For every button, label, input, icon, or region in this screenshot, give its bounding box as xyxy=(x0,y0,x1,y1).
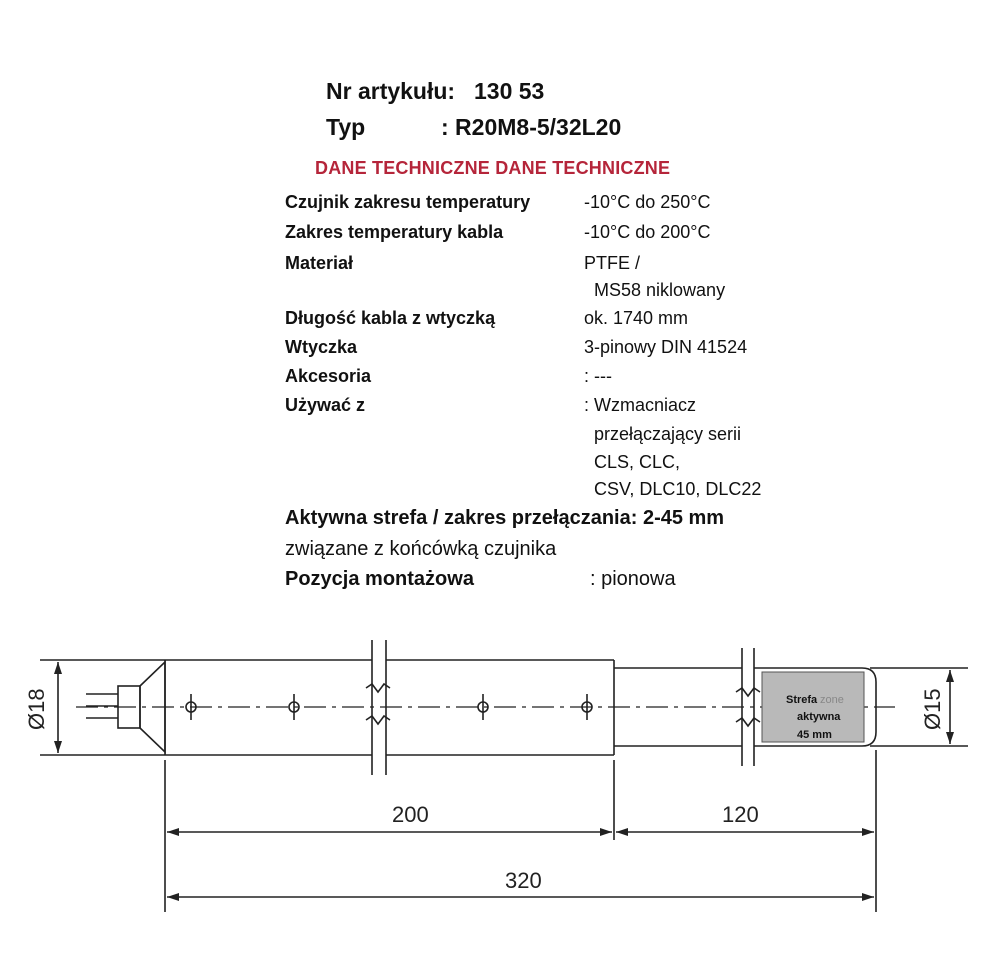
spec-label: Długość kabla z wtyczką xyxy=(285,308,496,328)
dim-arrow xyxy=(616,828,628,836)
spec-value: 3-pinowy DIN 41524 xyxy=(584,337,748,357)
break-zigzag xyxy=(736,688,760,696)
dim-arrow xyxy=(946,732,954,744)
mounting-label: Pozycja montażowa xyxy=(285,568,474,590)
dim-text-dia15: Ø15 xyxy=(920,688,945,730)
zone-label: Strefa xyxy=(786,694,818,706)
article-number-value: 130 53 xyxy=(474,78,545,104)
spec-label: Używać z xyxy=(285,395,366,415)
zone-label-faint: zone xyxy=(820,694,844,706)
spec-value: CLS, CLC, xyxy=(584,452,681,472)
section-title: DANE TECHNICZNE DANE TECHNICZNE xyxy=(315,158,671,178)
dim-text-200: 200 xyxy=(392,802,429,827)
spec-label: Czujnik zakresu temperatury xyxy=(285,192,531,212)
dim-text-320: 320 xyxy=(505,868,542,893)
zone-label: aktywna xyxy=(797,711,841,723)
spec-value: : --- xyxy=(584,366,612,386)
break-zigzag xyxy=(736,718,760,726)
active-zone-line: Aktywna strefa / zakres przełączania: 2-45 mm xyxy=(285,507,725,529)
spec-value: : Wzmacniacz xyxy=(584,395,697,415)
spec-label: Akcesoria xyxy=(285,366,372,386)
sensor-drawing xyxy=(0,620,1000,920)
dim-text-120: 120 xyxy=(722,802,759,827)
dim-arrow xyxy=(862,893,874,901)
spec-value: MS58 niklowany xyxy=(584,280,726,300)
spec-label: Wtyczka xyxy=(285,337,358,357)
spec-value: ok. 1740 mm xyxy=(584,308,689,328)
spec-label: Materiał xyxy=(285,253,354,273)
dim-arrow xyxy=(54,662,62,674)
dim-arrow xyxy=(600,828,612,836)
spec-value: -10°C do 200°C xyxy=(584,222,711,242)
spec-label: Zakres temperatury kabla xyxy=(285,222,504,242)
zone-label: 45 mm xyxy=(797,729,832,741)
spec-value: przełączający serii xyxy=(584,424,742,444)
spec-value: -10°C do 250°C xyxy=(584,192,711,212)
active-zone-sub: związane z końcówką czujnika xyxy=(285,538,557,560)
dim-arrow xyxy=(862,828,874,836)
dim-arrow xyxy=(167,828,179,836)
type-label: Typ xyxy=(326,114,366,140)
mounting-value: : pionowa xyxy=(590,568,676,590)
type-value: : R20M8-5/32L20 xyxy=(441,114,622,140)
article-number-label: Nr artykułu: xyxy=(326,78,456,104)
dim-arrow xyxy=(946,670,954,682)
spec-value: CSV, DLC10, DLC22 xyxy=(584,479,762,499)
dim-text-dia18: Ø18 xyxy=(24,688,49,730)
spec-value: PTFE / xyxy=(584,253,641,273)
dim-arrow xyxy=(54,741,62,753)
dim-arrow xyxy=(167,893,179,901)
